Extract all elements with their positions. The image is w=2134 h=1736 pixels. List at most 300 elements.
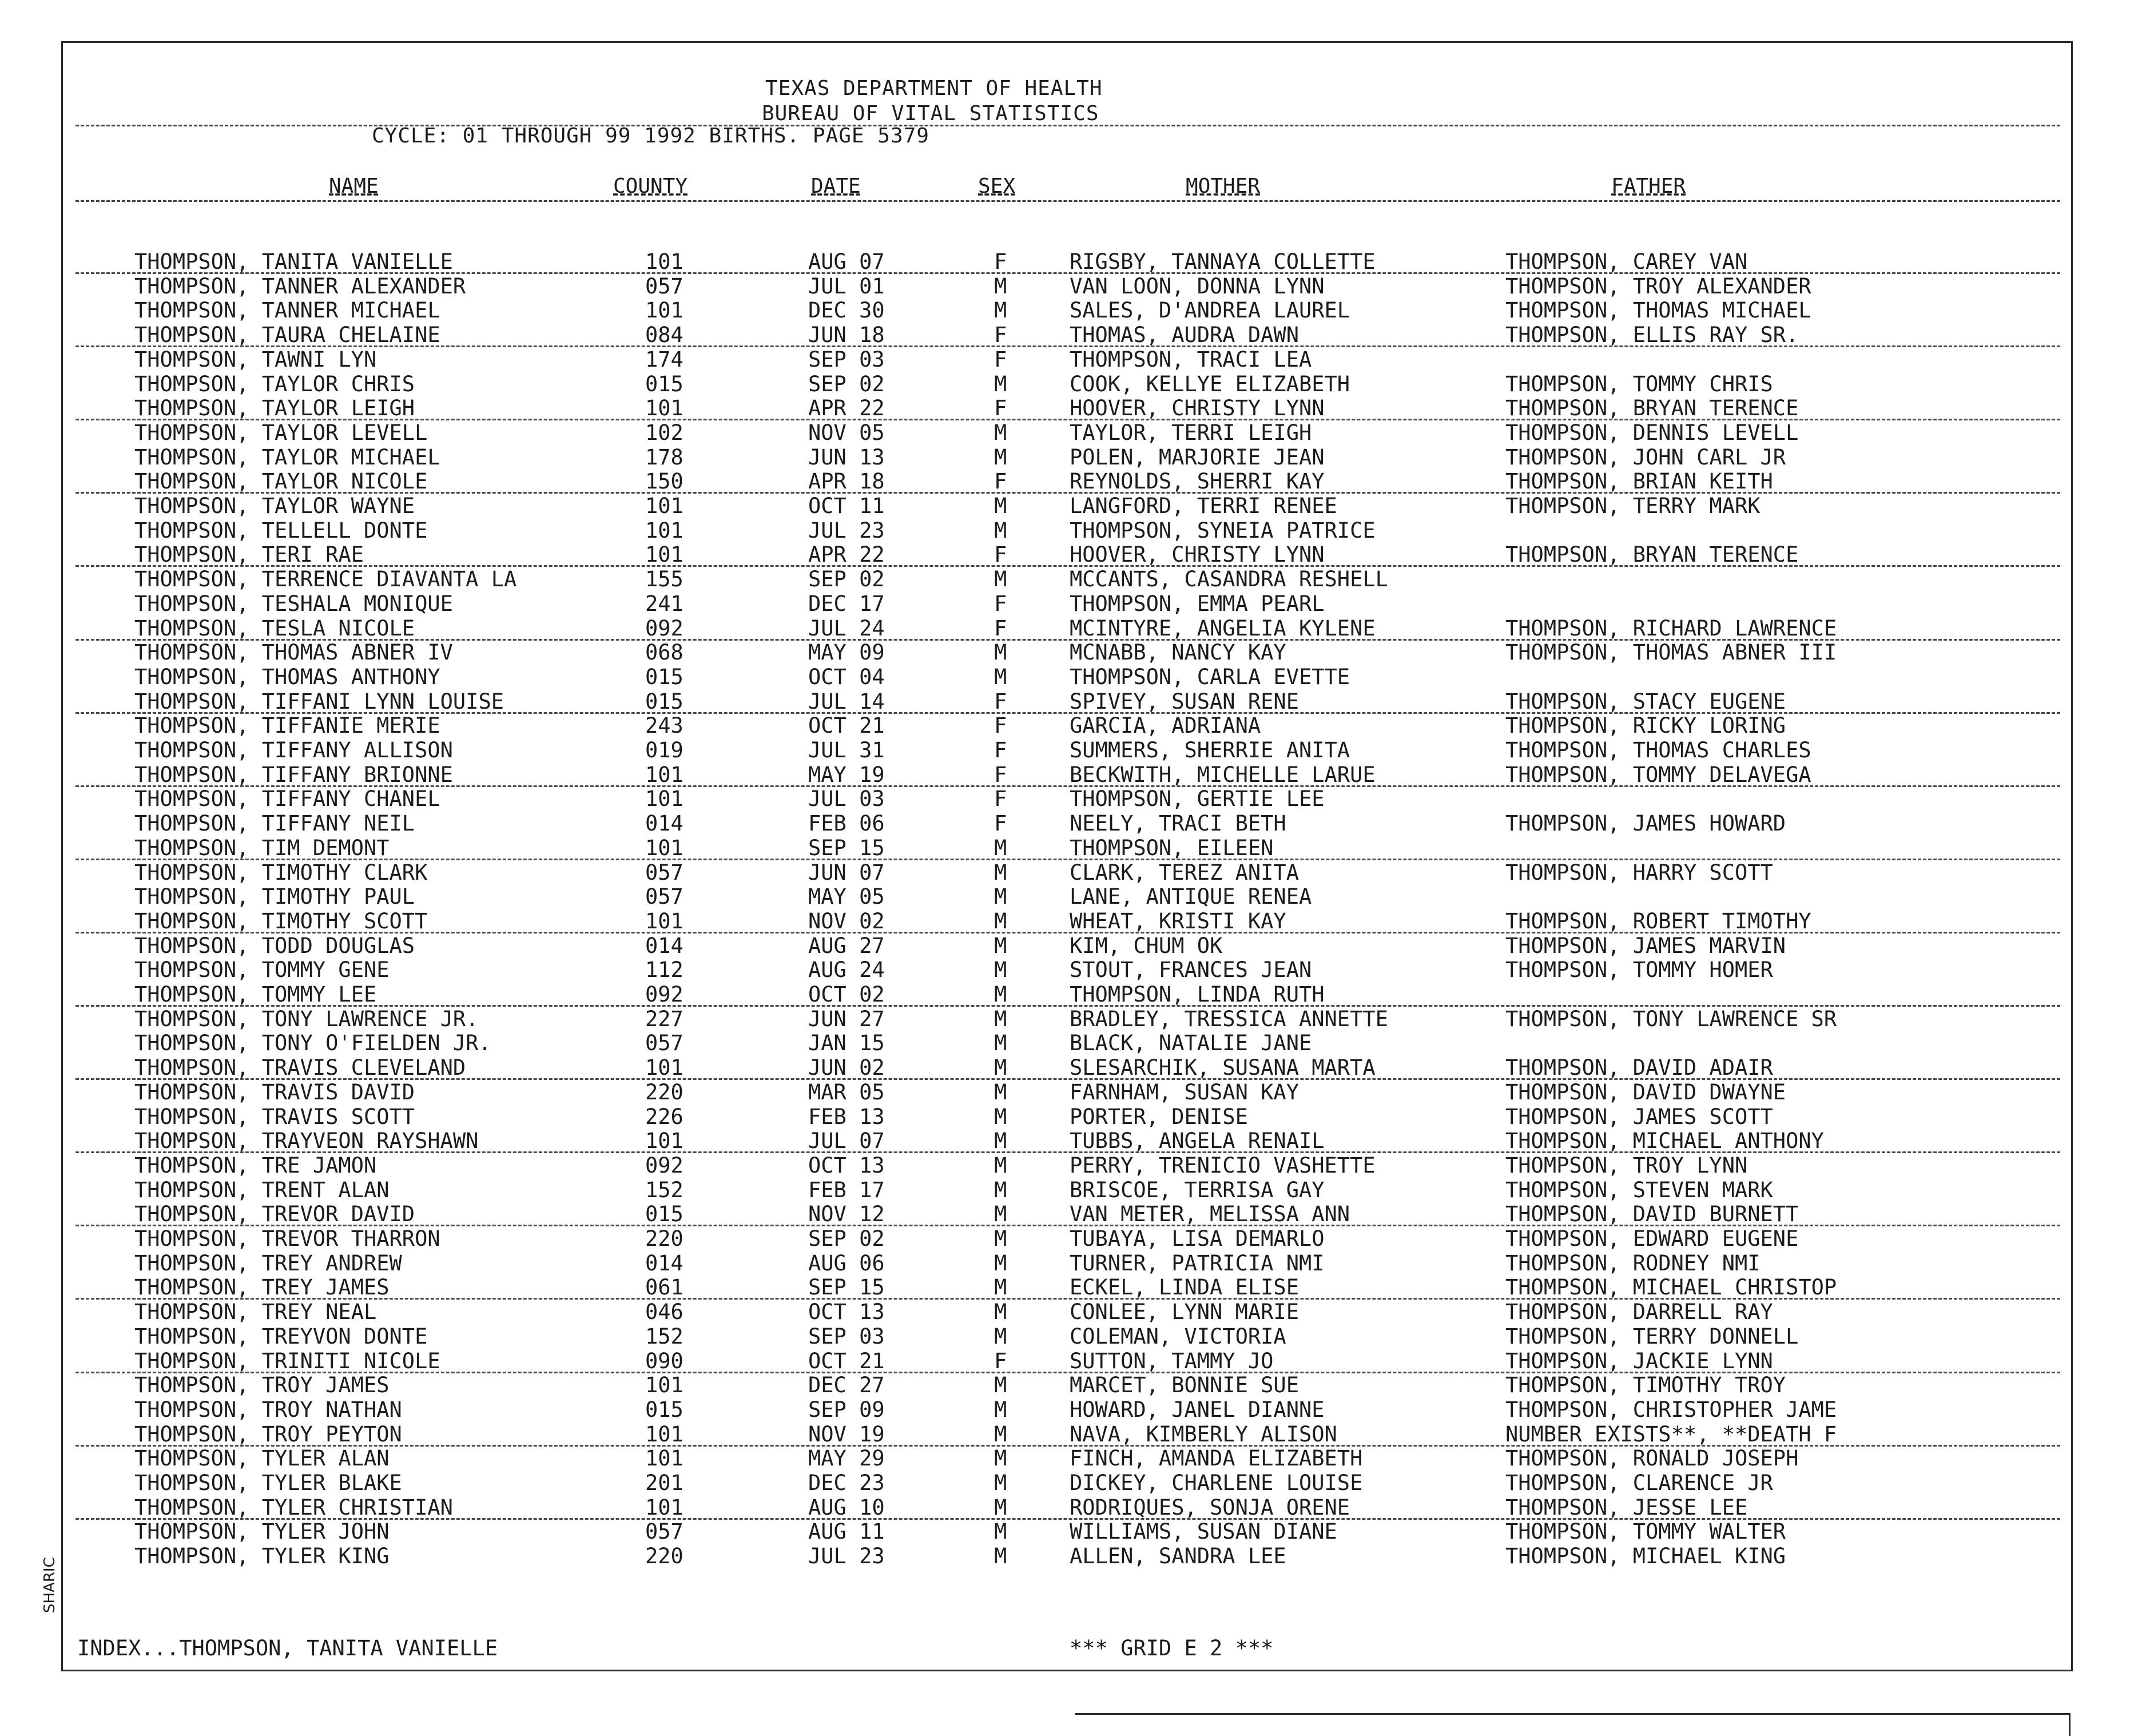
cell-mother: SUTTON, TAMMY JO: [1070, 1348, 1274, 1373]
cell-date: SEP 15: [808, 1275, 885, 1300]
cell-mother: THOMPSON, GERTIE LEE: [1070, 786, 1325, 812]
table-row: [0, 1202, 2134, 1226]
cell-date: JUN 02: [808, 1055, 885, 1080]
cell-county: 019: [645, 738, 683, 762]
cell-date: JUL 14: [808, 689, 885, 714]
cell-father: THOMPSON, CHRISTOPHER JAME: [1505, 1397, 1837, 1422]
cell-sex: F: [994, 1348, 1007, 1373]
cell-sex: M: [994, 1544, 1007, 1569]
table-row: [0, 420, 2134, 445]
cell-mother: REYNOLDS, SHERRI KAY: [1070, 469, 1325, 494]
cell-name: THOMPSON, THOMAS ABNER IV: [134, 640, 453, 665]
grid-label: *** GRID E 2 ***: [1070, 1636, 1274, 1660]
cell-sex: M: [994, 1275, 1007, 1300]
cell-sex: F: [994, 615, 1007, 641]
cell-date: SEP 03: [808, 1324, 885, 1349]
cell-father: THOMPSON, ELLIS RAY SR.: [1505, 323, 1799, 348]
cell-name: THOMPSON, TODD DOUGLAS: [134, 933, 415, 958]
cell-name: THOMPSON, TAYLOR LEVELL: [134, 420, 428, 445]
table-row: [0, 518, 2134, 543]
cell-county: 092: [645, 615, 683, 641]
cell-father: THOMPSON, TROY ALEXANDER: [1505, 273, 1811, 299]
cell-father: THOMPSON, BRYAN TERENCE: [1505, 396, 1799, 421]
cell-father: THOMPSON, JACKIE LYNN: [1505, 1348, 1773, 1373]
cell-county: 014: [645, 933, 683, 958]
cell-sex: M: [994, 1006, 1007, 1031]
cell-sex: M: [994, 1226, 1007, 1251]
cell-name: THOMPSON, TIFFANY BRIONNE: [134, 762, 453, 787]
cell-date: OCT 21: [808, 713, 885, 738]
cell-name: THOMPSON, TOMMY GENE: [134, 958, 390, 983]
cell-date: AUG 07: [808, 249, 885, 274]
cell-mother: DICKEY, CHARLENE LOUISE: [1070, 1471, 1363, 1495]
cell-mother: MCCANTS, CASANDRA RESHELL: [1070, 567, 1388, 592]
table-row: [0, 1471, 2134, 1495]
cell-county: 226: [645, 1104, 683, 1129]
cell-name: THOMPSON, THOMAS ANTHONY: [134, 664, 440, 689]
cell-county: 068: [645, 640, 683, 665]
cell-name: THOMPSON, TAYLOR CHRIS: [134, 371, 415, 396]
cell-mother: SPIVEY, SUSAN RENE: [1070, 689, 1299, 714]
table-row: [0, 347, 2134, 372]
cell-father: THOMPSON, CAREY VAN: [1505, 249, 1748, 274]
cell-mother: THOMPSON, EILEEN: [1070, 835, 1274, 860]
cell-date: JUL 01: [808, 273, 885, 299]
cell-mother: MARCET, BONNIE SUE: [1070, 1373, 1299, 1398]
cell-county: 092: [645, 982, 683, 1007]
cell-sex: F: [994, 811, 1007, 836]
cell-name: THOMPSON, TRENT ALAN: [134, 1177, 390, 1202]
cell-father: THOMPSON, TROY LYNN: [1505, 1153, 1748, 1178]
table-row: [0, 933, 2134, 958]
table-row: [0, 591, 2134, 616]
cell-father: THOMPSON, TIMOTHY TROY: [1505, 1373, 1786, 1398]
cell-name: THOMPSON, TAURA CHELAINE: [134, 323, 440, 348]
cell-sex: F: [994, 591, 1007, 616]
cell-mother: FINCH, AMANDA ELIZABETH: [1070, 1446, 1363, 1471]
cell-mother: STOUT, FRANCES JEAN: [1070, 958, 1312, 983]
cell-mother: PORTER, DENISE: [1070, 1104, 1248, 1129]
table-row: [0, 1226, 2134, 1251]
cell-mother: POLEN, MARJORIE JEAN: [1070, 444, 1325, 470]
table-row: [0, 1519, 2134, 1544]
cell-father: THOMPSON, JOHN CARL JR: [1505, 444, 1786, 470]
cell-mother: TAYLOR, TERRI LEIGH: [1070, 420, 1312, 445]
cell-sex: M: [994, 1202, 1007, 1227]
cell-date: AUG 27: [808, 933, 885, 958]
cell-date: DEC 17: [808, 591, 885, 616]
cell-sex: M: [994, 298, 1007, 323]
cell-sex: M: [994, 835, 1007, 860]
cell-mother: ALLEN, SANDRA LEE: [1070, 1544, 1286, 1569]
cell-name: THOMPSON, TAYLOR MICHAEL: [134, 444, 440, 470]
cell-county: 057: [645, 1031, 683, 1056]
table-row: [0, 786, 2134, 811]
cell-father: THOMPSON, STEVEN MARK: [1505, 1177, 1773, 1202]
cell-name: THOMPSON, TROY NATHAN: [134, 1397, 402, 1422]
cell-sex: M: [994, 1104, 1007, 1129]
cell-county: 241: [645, 591, 683, 616]
cell-date: DEC 30: [808, 298, 885, 323]
table-row: [0, 909, 2134, 933]
table-row: [0, 1349, 2134, 1373]
cell-county: 101: [645, 1446, 683, 1471]
cell-name: THOMPSON, TREVOR DAVID: [134, 1202, 415, 1227]
cell-father: THOMPSON, MICHAEL ANTHONY: [1505, 1129, 1824, 1154]
table-row: [0, 1495, 2134, 1520]
cell-name: THOMPSON, TANITA VANIELLE: [134, 249, 453, 274]
cell-county: 057: [645, 860, 683, 885]
cell-date: SEP 02: [808, 1226, 885, 1251]
cell-county: 101: [645, 494, 683, 518]
cell-sex: M: [994, 518, 1007, 543]
cell-date: OCT 11: [808, 494, 885, 518]
cell-father: THOMPSON, DAVID BURNETT: [1505, 1202, 1799, 1227]
cell-mother: THOMAS, AUDRA DAWN: [1070, 323, 1299, 348]
cell-date: SEP 02: [808, 371, 885, 396]
cell-mother: COOK, KELLYE ELIZABETH: [1070, 371, 1350, 396]
table-row: [0, 323, 2134, 347]
cell-county: 015: [645, 664, 683, 689]
cell-county: 150: [645, 469, 683, 494]
cell-date: FEB 06: [808, 811, 885, 836]
cell-name: THOMPSON, TYLER JOHN: [134, 1519, 390, 1544]
table-row: [0, 982, 2134, 1007]
table-row: [0, 616, 2134, 641]
cell-name: THOMPSON, TAYLOR NICOLE: [134, 469, 428, 494]
cell-date: MAY 19: [808, 762, 885, 787]
cell-date: NOV 02: [808, 908, 885, 933]
cell-name: THOMPSON, TRAVIS DAVID: [134, 1079, 415, 1105]
cell-mother: MCINTYRE, ANGELIA KYLENE: [1070, 615, 1376, 641]
cell-county: 101: [645, 786, 683, 812]
cell-mother: COLEMAN, VICTORIA: [1070, 1324, 1286, 1349]
cell-county: 102: [645, 420, 683, 445]
cell-father: THOMPSON, TERRY DONNELL: [1505, 1324, 1799, 1349]
cell-mother: BRISCOE, TERRISA GAY: [1070, 1177, 1325, 1202]
table-row: [0, 1544, 2134, 1568]
cell-father: THOMPSON, MICHAEL CHRISTOP: [1505, 1275, 1837, 1300]
cell-mother: LANGFORD, TERRI RENEE: [1070, 494, 1337, 518]
cell-mother: FARNHAM, SUSAN KAY: [1070, 1079, 1299, 1105]
cell-sex: F: [994, 689, 1007, 714]
cell-county: 090: [645, 1348, 683, 1373]
table-row: [0, 884, 2134, 909]
report-cycle: CYCLE: 01 THROUGH 99 1992 BIRTHS. PAGE 5379: [372, 124, 929, 148]
table-row: [0, 1153, 2134, 1178]
report-bureau: BUREAU OF VITAL STATISTICS: [762, 102, 1099, 125]
cell-sex: M: [994, 1129, 1007, 1154]
cell-sex: M: [994, 860, 1007, 885]
cell-date: JUN 07: [808, 860, 885, 885]
cell-mother: GARCIA, ADRIANA: [1070, 713, 1261, 738]
cell-county: 243: [645, 713, 683, 738]
cell-sex: M: [994, 1373, 1007, 1398]
cell-date: FEB 17: [808, 1177, 885, 1202]
cell-sex: M: [994, 1079, 1007, 1105]
table-row: [0, 274, 2134, 299]
cell-county: 061: [645, 1275, 683, 1300]
cell-county: 057: [645, 884, 683, 909]
cell-date: JAN 15: [808, 1031, 885, 1056]
cell-name: THOMPSON, TIMOTHY PAUL: [134, 884, 415, 909]
column-header-mother: MOTHER: [1186, 174, 1261, 198]
cell-sex: M: [994, 640, 1007, 665]
cell-date: SEP 03: [808, 347, 885, 372]
cell-sex: M: [994, 444, 1007, 470]
cell-date: JUN 27: [808, 1006, 885, 1031]
table-row: [0, 1007, 2134, 1031]
cell-sex: M: [994, 982, 1007, 1007]
cell-date: JUL 24: [808, 615, 885, 641]
table-row: [0, 396, 2134, 420]
cell-father: THOMPSON, JAMES MARVIN: [1505, 933, 1786, 958]
cell-mother: THOMPSON, EMMA PEARL: [1070, 591, 1325, 616]
cell-sex: F: [994, 469, 1007, 494]
cell-sex: M: [994, 1446, 1007, 1471]
cell-mother: ECKEL, LINDA ELISE: [1070, 1275, 1299, 1300]
cell-mother: MCNABB, NANCY KAY: [1070, 640, 1286, 665]
cell-sex: M: [994, 1421, 1007, 1447]
cell-date: APR 18: [808, 469, 885, 494]
column-header-sex: SEX: [978, 174, 1016, 198]
cell-date: OCT 13: [808, 1153, 885, 1178]
cell-father: THOMPSON, BRIAN KEITH: [1505, 469, 1773, 494]
cell-father: THOMPSON, TOMMY CHRIS: [1505, 371, 1773, 396]
cell-sex: M: [994, 1495, 1007, 1520]
cell-name: THOMPSON, TREY NEAL: [134, 1300, 377, 1325]
cell-county: 220: [645, 1544, 683, 1569]
cell-county: 201: [645, 1471, 683, 1495]
cell-name: THOMPSON, TESLA NICOLE: [134, 615, 415, 641]
table-row: [0, 958, 2134, 982]
table-row: [0, 249, 2134, 274]
cell-mother: VAN LOON, DONNA LYNN: [1070, 273, 1325, 299]
cell-mother: TUBAYA, LISA DEMARLO: [1070, 1226, 1325, 1251]
cell-county: 092: [645, 1153, 683, 1178]
column-header-divider: [75, 200, 2060, 202]
cell-mother: TUBBS, ANGELA RENAIL: [1070, 1129, 1325, 1154]
table-row: [0, 1397, 2134, 1422]
cell-name: THOMPSON, TERI RAE: [134, 542, 364, 567]
cell-father: THOMPSON, RONALD JOSEPH: [1505, 1446, 1799, 1471]
cell-county: 084: [645, 323, 683, 348]
cell-father: THOMPSON, JAMES HOWARD: [1505, 811, 1786, 836]
cell-sex: M: [994, 1031, 1007, 1056]
table-row: [0, 665, 2134, 689]
table-row: [0, 762, 2134, 787]
table-row: [0, 372, 2134, 396]
cell-sex: M: [994, 1324, 1007, 1349]
cell-name: THOMPSON, TAYLOR WAYNE: [134, 494, 415, 518]
cell-mother: HOOVER, CHRISTY LYNN: [1070, 542, 1325, 567]
cell-county: 112: [645, 958, 683, 983]
cell-county: 227: [645, 1006, 683, 1031]
cell-father: NUMBER EXISTS**, **DEATH F: [1505, 1421, 1837, 1447]
cell-mother: RODRIQUES, SONJA ORENE: [1070, 1495, 1350, 1520]
cell-father: THOMPSON, DAVID ADAIR: [1505, 1055, 1773, 1080]
cell-name: THOMPSON, TROY JAMES: [134, 1373, 390, 1398]
column-header-name: NAME: [329, 174, 379, 198]
cell-father: THOMPSON, THOMAS CHARLES: [1505, 738, 1811, 762]
cell-mother: THOMPSON, SYNEIA PATRICE: [1070, 518, 1376, 543]
cell-sex: M: [994, 1471, 1007, 1495]
cell-county: 101: [645, 518, 683, 543]
cell-mother: SLESARCHIK, SUSANA MARTA: [1070, 1055, 1376, 1080]
cell-county: 057: [645, 1519, 683, 1544]
cell-name: THOMPSON, TIFFANY CHANEL: [134, 786, 440, 812]
cell-name: THOMPSON, TIMOTHY CLARK: [134, 860, 428, 885]
cell-county: 178: [645, 444, 683, 470]
cell-county: 101: [645, 298, 683, 323]
cell-sex: M: [994, 1177, 1007, 1202]
table-row: [0, 640, 2134, 665]
cell-father: THOMPSON, JESSE LEE: [1505, 1495, 1748, 1520]
cell-sex: M: [994, 273, 1007, 299]
cell-date: AUG 10: [808, 1495, 885, 1520]
table-row: [0, 836, 2134, 860]
cell-county: 220: [645, 1079, 683, 1105]
cell-county: 101: [645, 1055, 683, 1080]
cell-sex: M: [994, 933, 1007, 958]
cell-sex: F: [994, 249, 1007, 274]
column-header-county: COUNTY: [613, 174, 688, 198]
table-row: [0, 713, 2134, 738]
cell-name: THOMPSON, TREYVON DONTE: [134, 1324, 428, 1349]
cell-date: MAR 05: [808, 1079, 885, 1105]
cell-county: 101: [645, 1129, 683, 1154]
cell-mother: HOWARD, JANEL DIANNE: [1070, 1397, 1325, 1422]
cell-name: THOMPSON, TIFFANI LYNN LOUISE: [134, 689, 504, 714]
cell-date: JUN 18: [808, 323, 885, 348]
cell-date: AUG 11: [808, 1519, 885, 1544]
table-row: [0, 1055, 2134, 1080]
report-department: TEXAS DEPARTMENT OF HEALTH: [765, 77, 1103, 100]
cell-father: THOMPSON, TOMMY WALTER: [1505, 1519, 1786, 1544]
cell-father: THOMPSON, RICKY LORING: [1505, 713, 1786, 738]
cell-date: NOV 05: [808, 420, 885, 445]
cell-name: THOMPSON, TESHALA MONIQUE: [134, 591, 453, 616]
cell-mother: CLARK, TEREZ ANITA: [1070, 860, 1299, 885]
cell-mother: CONLEE, LYNN MARIE: [1070, 1300, 1299, 1325]
cell-date: JUL 23: [808, 518, 885, 543]
cell-mother: LANE, ANTIQUE RENEA: [1070, 884, 1312, 909]
cell-sex: M: [994, 371, 1007, 396]
cell-county: 220: [645, 1226, 683, 1251]
cell-county: 046: [645, 1300, 683, 1325]
cell-county: 174: [645, 347, 683, 372]
cell-mother: PERRY, TRENICIO VASHETTE: [1070, 1153, 1376, 1178]
table-row: [0, 1080, 2134, 1105]
cell-date: MAY 05: [808, 884, 885, 909]
table-row: [0, 1300, 2134, 1324]
side-stamp: SHARIC: [41, 1557, 58, 1613]
cell-date: OCT 02: [808, 982, 885, 1007]
cell-name: THOMPSON, TAYLOR LEIGH: [134, 396, 415, 421]
cell-father: THOMPSON, HARRY SCOTT: [1505, 860, 1773, 885]
cell-father: THOMPSON, MICHAEL KING: [1505, 1544, 1786, 1569]
cell-sex: M: [994, 567, 1007, 592]
cell-name: THOMPSON, TREY ANDREW: [134, 1250, 402, 1276]
cell-date: APR 22: [808, 396, 885, 421]
cell-date: JUN 13: [808, 444, 885, 470]
table-row: [0, 811, 2134, 836]
table-row: [0, 494, 2134, 518]
cell-sex: F: [994, 542, 1007, 567]
cell-name: THOMPSON, TYLER BLAKE: [134, 1471, 402, 1495]
cell-sex: F: [994, 713, 1007, 738]
table-row: [0, 542, 2134, 567]
table-row: [0, 567, 2134, 591]
cell-county: 155: [645, 567, 683, 592]
cell-name: THOMPSON, TRE JAMON: [134, 1153, 377, 1178]
cell-father: THOMPSON, BRYAN TERENCE: [1505, 542, 1799, 567]
cell-date: OCT 21: [808, 1348, 885, 1373]
table-row: [0, 1251, 2134, 1276]
cell-mother: THOMPSON, LINDA RUTH: [1070, 982, 1325, 1007]
column-header-date: DATE: [811, 174, 861, 198]
cell-date: JUL 03: [808, 786, 885, 812]
table-row: [0, 1422, 2134, 1447]
cell-county: 014: [645, 811, 683, 836]
cell-name: THOMPSON, TROY PEYTON: [134, 1421, 402, 1447]
table-row: [0, 298, 2134, 323]
index-label: INDEX...THOMPSON, TANITA VANIELLE: [77, 1636, 498, 1660]
cell-county: 057: [645, 273, 683, 299]
cell-sex: F: [994, 347, 1007, 372]
cell-name: THOMPSON, TREVOR THARRON: [134, 1226, 440, 1251]
table-row: [0, 1178, 2134, 1202]
cell-name: THOMPSON, TREY JAMES: [134, 1275, 390, 1300]
cell-father: THOMPSON, TOMMY HOMER: [1505, 958, 1773, 983]
cell-mother: THOMPSON, TRACI LEA: [1070, 347, 1312, 372]
cell-father: THOMPSON, STACY EUGENE: [1505, 689, 1786, 714]
cell-mother: TURNER, PATRICIA NMI: [1070, 1250, 1325, 1276]
cell-father: THOMPSON, ROBERT TIMOTHY: [1505, 908, 1811, 933]
cell-sex: M: [994, 884, 1007, 909]
cell-sex: F: [994, 396, 1007, 421]
cell-county: 014: [645, 1250, 683, 1276]
cell-father: THOMPSON, DARRELL RAY: [1505, 1300, 1773, 1325]
table-row: [0, 1373, 2134, 1397]
cell-father: THOMPSON, RICHARD LAWRENCE: [1505, 615, 1837, 641]
cell-date: OCT 04: [808, 664, 885, 689]
cell-father: THOMPSON, TOMMY DELAVEGA: [1505, 762, 1811, 787]
cell-date: APR 22: [808, 542, 885, 567]
cell-mother: NAVA, KIMBERLY ALISON: [1070, 1421, 1337, 1447]
cell-sex: M: [994, 1519, 1007, 1544]
cell-sex: M: [994, 1153, 1007, 1178]
table-row: [0, 469, 2134, 494]
cell-date: DEC 23: [808, 1471, 885, 1495]
cell-county: 101: [645, 1421, 683, 1447]
table-row: [0, 738, 2134, 762]
cell-mother: WHEAT, KRISTI KAY: [1070, 908, 1286, 933]
cell-name: THOMPSON, TRAVIS CLEVELAND: [134, 1055, 466, 1080]
column-header-father: FATHER: [1611, 174, 1686, 198]
cell-name: THOMPSON, TYLER CHRISTIAN: [134, 1495, 453, 1520]
cell-father: THOMPSON, THOMAS ABNER III: [1505, 640, 1837, 665]
cell-name: THOMPSON, TERRENCE DIAVANTA LA: [134, 567, 517, 592]
cell-father: THOMPSON, JAMES SCOTT: [1505, 1104, 1773, 1129]
cell-mother: KIM, CHUM OK: [1070, 933, 1223, 958]
cell-sex: M: [994, 908, 1007, 933]
cell-date: SEP 15: [808, 835, 885, 860]
cell-date: NOV 12: [808, 1202, 885, 1227]
cell-father: THOMPSON, CLARENCE JR: [1505, 1471, 1773, 1495]
cell-sex: F: [994, 786, 1007, 812]
cell-sex: F: [994, 762, 1007, 787]
